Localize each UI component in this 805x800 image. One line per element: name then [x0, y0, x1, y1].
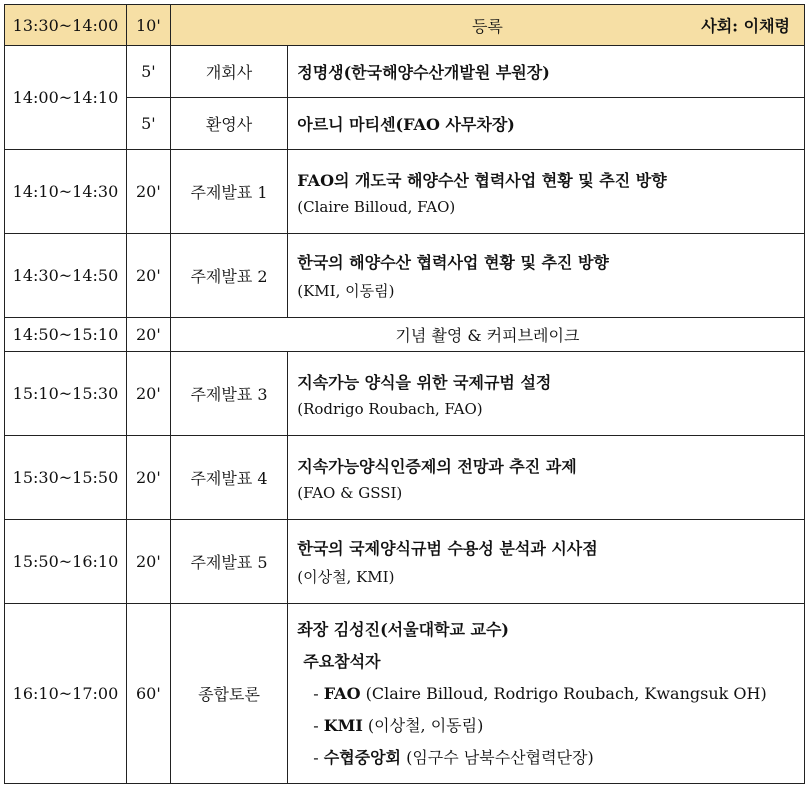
session-content-cell — [288, 436, 805, 520]
break-label: 기념 촬영 & 커피브레이크 — [170, 318, 804, 352]
talk-speaker: (FAO & GSSI) — [297, 483, 403, 502]
session-content-cell: 정명생(한국해양수산개발원 부원장) — [288, 46, 805, 98]
session-content-cell — [288, 352, 805, 436]
time-cell: 16:10~17:00 — [5, 604, 127, 784]
talk-title: 지속가능 양식을 위한 국제규범 설정 — [297, 372, 552, 392]
time-cell: 15:30~15:50 — [5, 436, 127, 520]
participant-item — [297, 678, 804, 710]
time-cell: 14:30~14:50 — [5, 234, 127, 318]
talk-title: 한국의 국제양식규범 수용성 분석과 시사점 — [297, 539, 598, 558]
duration-cell: 20' — [126, 436, 170, 520]
duration-cell: 20' — [126, 150, 170, 234]
duration-cell: 5' — [126, 46, 170, 98]
table-row — [5, 46, 805, 98]
session-content-cell: 아르니 마티센(FAO 사무차장) — [288, 98, 805, 150]
session-type-cell: 주제발표 3 — [170, 352, 287, 436]
time-cell: 13:30~14:00 — [5, 5, 127, 46]
registration-row — [5, 5, 805, 46]
time-cell: 14:00~14:10 — [5, 46, 127, 150]
talk-speaker: (Rodrigo Roubach, FAO) — [297, 399, 483, 418]
table-row — [5, 520, 805, 604]
time-cell: 15:10~15:30 — [5, 352, 127, 436]
panel-chair: 좌장 김성진(서울대학교 교수) — [297, 619, 509, 639]
duration-cell: 20' — [126, 520, 170, 604]
dash-marker: - — [313, 683, 324, 703]
session-content-cell — [288, 234, 805, 318]
participant-item — [297, 742, 804, 774]
program-table — [4, 4, 805, 784]
participant-names: (이상철, 이동림) — [362, 715, 484, 735]
registration-label: 등록 — [471, 16, 503, 36]
participant-org: 수협중앙회 — [323, 747, 402, 767]
time-cell: 15:50~16:10 — [5, 520, 127, 604]
panel-content-cell — [288, 604, 805, 784]
session-type-cell: 주제발표 4 — [170, 436, 287, 520]
table-row — [5, 352, 805, 436]
time-cell: 14:10~14:30 — [5, 150, 127, 234]
duration-cell: 20' — [126, 318, 170, 352]
participant-names: (Claire Billoud, Rodrigo Roubach, Kwangsuk OH) — [360, 683, 767, 703]
participant-org: KMI — [323, 715, 363, 735]
participant-org: FAO — [323, 683, 361, 703]
duration-cell: 60' — [126, 604, 170, 784]
break-row — [5, 318, 805, 352]
talk-title: 한국의 해양수산 협력사업 현황 및 추진 방향 — [297, 253, 609, 272]
participants-label: 주요참석자 — [303, 651, 381, 671]
session-type-cell: 환영사 — [170, 98, 287, 150]
session-content-cell — [288, 150, 805, 234]
session-type-cell: 종합토론 — [170, 604, 287, 784]
participant-item — [297, 710, 804, 742]
table-row — [5, 436, 805, 520]
duration-cell: 20' — [126, 234, 170, 318]
session-type-cell: 주제발표 5 — [170, 520, 287, 604]
dash-marker: - — [313, 715, 324, 735]
talk-speaker: (이상철, KMI) — [297, 568, 395, 586]
talk-speaker: (Claire Billoud, FAO) — [297, 197, 456, 216]
table-row — [5, 234, 805, 318]
table-row — [5, 150, 805, 234]
panel-row — [5, 604, 805, 784]
session-type-cell: 주제발표 1 — [170, 150, 287, 234]
session-content-cell — [288, 520, 805, 604]
duration-cell: 20' — [126, 352, 170, 436]
session-type-cell: 주제발표 2 — [170, 234, 287, 318]
session-type-cell: 개회사 — [170, 46, 287, 98]
moderator-label: 사회: 이채령 — [701, 16, 790, 36]
participant-names: (임구수 남북수산협력단장) — [401, 747, 594, 767]
duration-cell: 5' — [126, 98, 170, 150]
dash-marker: - — [313, 747, 324, 767]
talk-speaker: (KMI, 이동림) — [297, 282, 395, 300]
talk-title: 지속가능양식인증제의 전망과 추진 과제 — [297, 456, 577, 476]
registration-cell — [170, 5, 804, 46]
duration-cell: 10' — [126, 5, 170, 46]
time-cell: 14:50~15:10 — [5, 318, 127, 352]
talk-title: FAO의 개도국 해양수산 협력사업 현황 및 추진 방향 — [297, 170, 667, 190]
